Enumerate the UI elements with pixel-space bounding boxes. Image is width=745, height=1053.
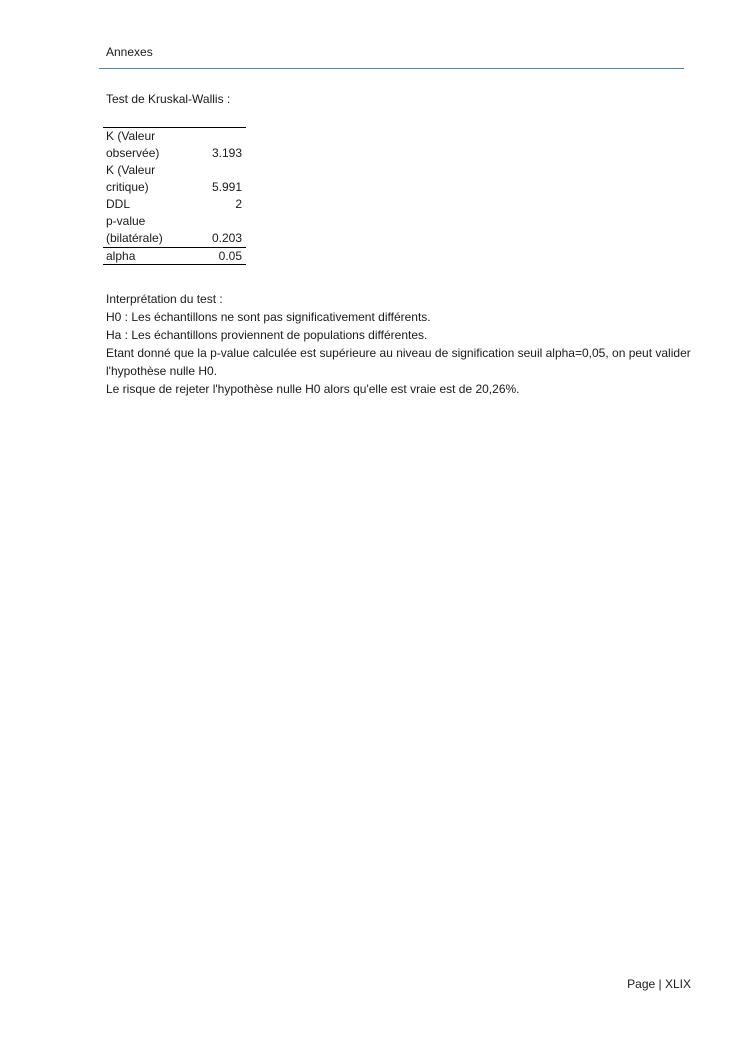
table-row xyxy=(103,213,246,248)
row-value: 5.991 xyxy=(211,180,242,194)
row-value: 0.203 xyxy=(211,231,242,245)
row-value: 0.05 xyxy=(200,248,246,265)
page-header: Annexes xyxy=(106,45,153,59)
row-label: DDL xyxy=(106,197,131,211)
row-value: 2 xyxy=(235,197,242,211)
row-label: K (Valeur observée) xyxy=(106,129,160,160)
page-number: Page | XLIX xyxy=(627,977,691,991)
section-title: Test de Kruskal-Wallis : xyxy=(106,92,231,106)
hypothesis-h0: H0 : Les échantillons ne sont pas significativement différents. xyxy=(106,310,431,324)
table-row xyxy=(103,248,246,265)
interpretation-block xyxy=(106,290,706,398)
row-label: K (Valeur critique) xyxy=(106,163,156,194)
table-row xyxy=(103,162,246,196)
interpretation-title: Interprétation du test : xyxy=(106,292,223,306)
table-row xyxy=(103,128,246,163)
table-row xyxy=(103,196,246,213)
risk-text: Le risque de rejeter l'hypothèse nulle H0 alors qu'elle est vraie est de 20,26%. xyxy=(106,382,520,396)
header-divider xyxy=(99,68,684,69)
row-label: alpha xyxy=(103,248,200,265)
row-value: 3.193 xyxy=(211,146,242,160)
conclusion-text: Etant donné que la p-value calculée est supérieure au niveau de signification seuil alpha=0,05, on peut valider l'hypothèse nulle H0. xyxy=(106,346,691,378)
row-label: p-value (bilatérale) xyxy=(106,214,163,245)
kruskal-wallis-table xyxy=(103,127,246,265)
hypothesis-ha: Ha : Les échantillons proviennent de populations différentes. xyxy=(106,328,428,342)
